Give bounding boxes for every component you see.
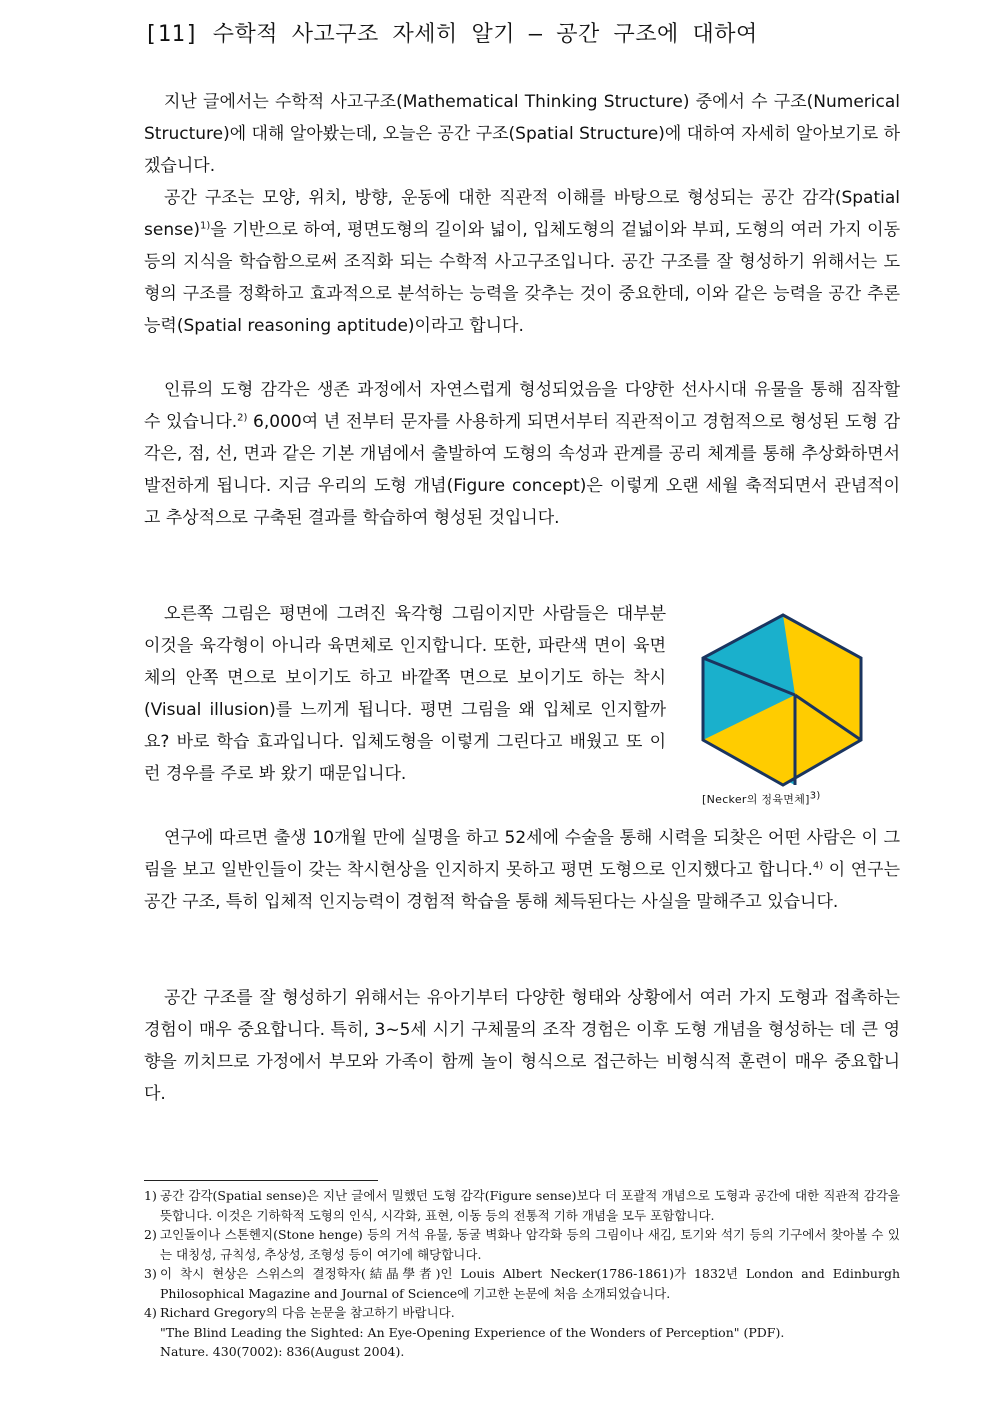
footnote-item-4 (144, 1303, 900, 1362)
paragraph-intro (144, 86, 900, 182)
footnote-marker-4[interactable]: 4) (812, 860, 824, 872)
footnote-item-3 (144, 1264, 900, 1303)
paragraph-research (144, 822, 900, 918)
paragraph-text: 6,000여 년 전부터 문자를 사용하게 되면서부터 직관적이고 경험적으로 형성된 도형 감각은, 점, 선, 면과 같은 기본 개념에서 출발하여 도형의 속성과 관계를 공리 체계를 통해 추상화하면서 발전하게 됩니다. 지금 우리의 도형 개념(Figure concept)은 이렇게 오랜 세월 축적되면서 관념적이고 추상적으로 구축된 결과를 학습하여 형성된 것입니다. (144, 412, 900, 528)
paragraph-text: 공간 구조는 모양, 위치, 방향, 운동에 대한 직관적 이해를 바탕으로 형성되는 공간 감각(Spatial sense) (144, 188, 900, 240)
paragraph-text: 연구에 따르면 출생 10개월 만에 실명을 하고 52세에 수술을 통해 시력을 되찾은 어떤 사람은 이 그림을 보고 일반인들이 갖는 착시현상을 인지하지 못하고 평면 도형으로 인지했다고 합니다. (144, 828, 900, 880)
footnote-text: 이 착시 현상은 스위스의 결정학자(結晶學者)인 Louis Albert Necker(1786-1861)가 1832년 London and Edinburgh Philosophical Magazine and Journal of Science에 기고한 논문에 처음 소개되었습니다. (160, 1266, 900, 1301)
necker-cube-figure (698, 610, 868, 800)
footnote-text: 공간 감각(Spatial sense)은 지난 글에서 밀했던 도형 감각(Figure sense)보다 더 포괄적 개념으로 도형과 공간에 대한 직관적 감각을 뜻합니다. 이것은 기하학적 도형의 인식, 시각화, 표현, 이동 등의 전통적 기하 개념을 모두 포함합니다. (160, 1188, 900, 1223)
paragraph-text: 인류의 도형 감각은 생존 과정에서 자연스럽게 형성되었음을 다양한 선사시대 유물을 통해 짐작할 수 있습니다. (144, 380, 900, 432)
footnote-marker-1[interactable]: 1) (200, 220, 211, 232)
footnote-citation-source: Nature. 430(7002): 836(August 2004). (160, 1344, 405, 1359)
footnote-text: Richard Gregory의 다음 논문을 참고하기 바랍니다. (160, 1305, 455, 1320)
paragraph-intro-text: 지난 글에서는 수학적 사고구조(Mathematical Thinking Structure) 중에서 수 구조(Numerical Structure)에 대해 알아봤는데, 오늘은 공간 구조(Spatial Structure)에 대하여 자세히 알아보기로 하겠습니다. (144, 92, 900, 176)
footnote-number: 2) (144, 1227, 157, 1242)
figure-caption (702, 792, 872, 808)
paragraph-text: 이 연구는 공간 구조, 특히 입체적 인지능력이 경험적 학습을 통해 체득된다는 사실을 말해주고 있습니다. (144, 860, 900, 912)
figure-caption-text: [Necker의 정육면체] (702, 793, 810, 806)
paragraph-conclusion (144, 982, 900, 1110)
paragraph-text: 공간 구조를 잘 형성하기 위해서는 유아기부터 다양한 형태와 상황에서 여러 가지 도형과 접촉하는 경험이 매우 중요합니다. 특히, 3~5세 시기 구체물의 조작 경험은 이후 도형 개념을 형성하는 데 큰 영향을 끼치므로 가정에서 부모와 가족이 함께 놀이 형식으로 접근하는 비형식적 훈련이 매우 중요합니다. (144, 988, 900, 1104)
paragraph-text: 을 기반으로 하여, 평면도형의 길이와 넓이, 입체도형의 겉넓이와 부피, 도형의 여러 가지 이동 등의 지식을 학습함으로써 조직화 되는 수학적 사고구조입니다. 공간 구조를 잘 형성하기 위해서는 도형의 구조를 정확하고 효과적으로 분석하는 능력을 갖추는 것이 중요한데, 이와 같은 능력을 공간 추론 능력(Spatial reasoning aptitude)이라고 합니다. (144, 220, 900, 336)
footnote-text: 고인돌이나 스톤헨지(Stone henge) 등의 거석 유물, 동굴 벽화나 암각화 등의 그림이나 새김, 토기와 석기 등의 기구에서 찾아볼 수 있는 대칭성, 규칙성, 추상성, 조형성 등이 여기에 해당합니다. (160, 1227, 900, 1262)
footnotes (144, 1186, 900, 1362)
footnote-item-2 (144, 1225, 900, 1264)
paragraph-text: 오른쪽 그림은 평면에 그려진 육각형 그림이지만 사람들은 대부분 이것을 육각형이 아니라 육면체로 인지합니다. 또한, 파란색 면이 육면체의 안쪽 면으로 보이기도 하고 바깥쪽 면으로 보이기도 하는 착시(Visual illusion)를 느끼게 됩니다. 평면 그림을 왜 입체로 인지할까요? 바로 학습 효과입니다. 입체도형을 이렇게 그린다고 배웠고 또 이런 경우를 주로 봐 왔기 때문입니다. (144, 604, 666, 784)
footnote-number: 4) (144, 1305, 157, 1320)
footnote-number: 3) (144, 1266, 157, 1281)
footnote-item-1 (144, 1186, 900, 1225)
footnote-citation-title: "The Blind Leading the Sighted: An Eye-Opening Experience of the Wonders of Perception" (PDF). (160, 1324, 785, 1340)
necker-cube-image (698, 610, 868, 790)
footnote-number: 1) (144, 1188, 157, 1203)
paragraph-history (144, 374, 900, 534)
paragraph-necker (144, 598, 666, 790)
footnote-marker-3[interactable]: 3) (809, 790, 821, 802)
footnote-marker-2[interactable]: 2) (237, 412, 248, 424)
paragraph-spatial-structure (144, 182, 900, 342)
page-title: [11] 수학적 사고구조 자세히 알기 – 공간 구조에 대하여 (144, 22, 758, 47)
footnote-divider (144, 1180, 378, 1181)
